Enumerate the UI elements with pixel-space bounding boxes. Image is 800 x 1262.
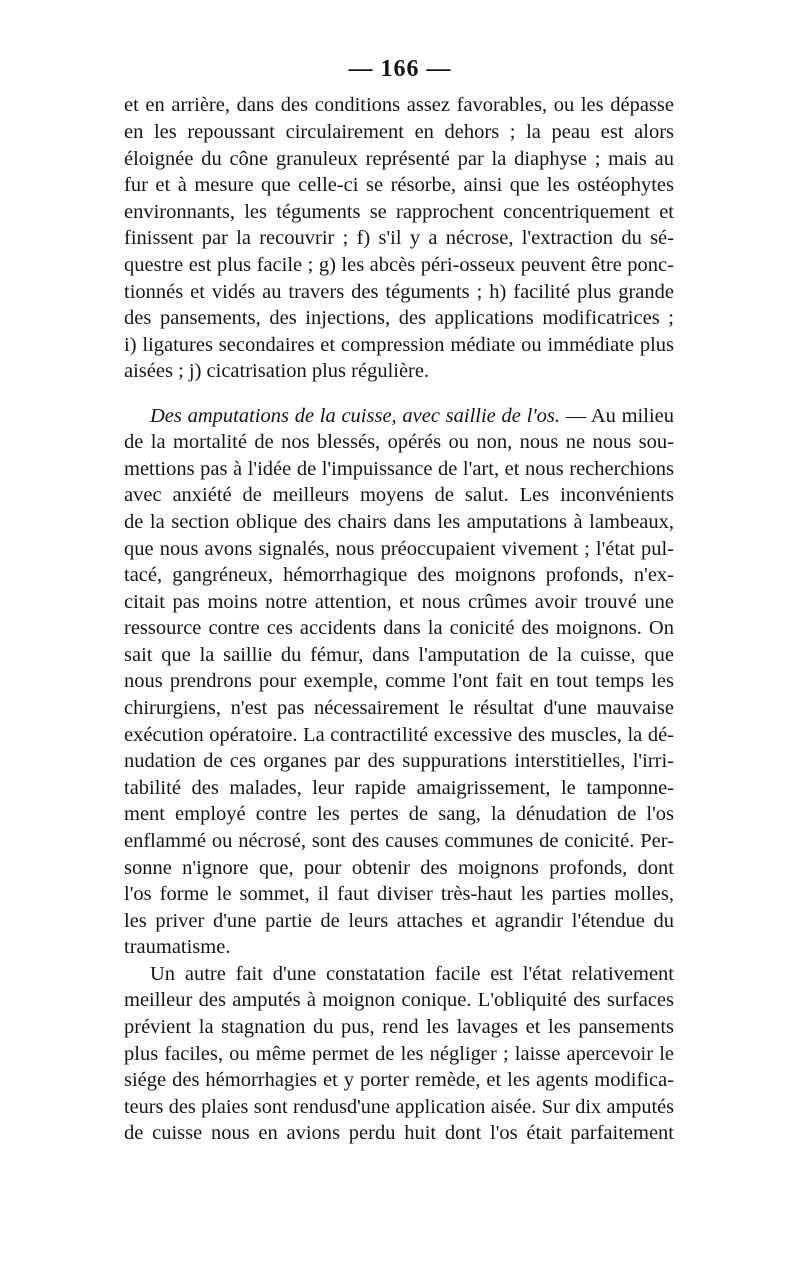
- text-line: finissent par la recouvrir ; f) s'il y a nécrose, l'extraction du sé-: [124, 227, 674, 249]
- text-line: tionnés et vidés au travers des téguments ; h) facilité plus grande: [124, 281, 674, 303]
- text-line: prévient la stagnation du pus, rend les lavages et les pansements: [124, 1016, 674, 1038]
- text-line: traumatisme.: [124, 936, 231, 958]
- text-line: et en arrière, dans des conditions assez favorables, ou les dépasse: [124, 94, 674, 116]
- text-line: ment employé contre les pertes de sang, la dénudation de l'os: [124, 803, 674, 825]
- text-line: les priver d'une partie de leurs attaches et agrandir l'étendue du: [124, 910, 674, 932]
- text-line: fur et à mesure que celle-ci se résorbe, ainsi que les ostéophytes: [124, 174, 674, 196]
- text-line: de la mortalité de nos blessés, opérés ou non, nous ne nous sou-: [124, 431, 674, 453]
- text-line-content: — Au milieu: [560, 405, 674, 427]
- text-line: [150, 403, 674, 429]
- text-line: de cuisse nous en avions perdu huit dont l'os était parfaitement: [124, 1122, 674, 1144]
- text-line: teurs des plaies sont rendusd'une application aisée. Sur dix amputés: [124, 1096, 674, 1118]
- text-line: plus faciles, ou même permet de les négliger ; laisse apercevoir le: [124, 1043, 674, 1065]
- text-line: siége des hémorrhagies et y porter remède, et les agents modifica-: [124, 1069, 674, 1091]
- text-line: aisées ; j) cicatrisation plus régulière.: [124, 360, 430, 382]
- section-heading: Des amputations de la cuisse, avec saillie de l'os.: [150, 405, 561, 427]
- text-line: tacé, gangréneux, hémorrhagique des moignons profonds, n'ex-: [124, 564, 674, 586]
- text-line: sonne n'ignore que, pour obtenir des moignons profonds, dont: [124, 857, 674, 879]
- text-line: Un autre fait d'une constatation facile est l'état relativement: [150, 963, 674, 985]
- text-line: meilleur des amputés à moignon conique. L'obliquité des surfaces: [124, 989, 674, 1011]
- text-line: des pansements, des injections, des applications modificatrices ;: [124, 307, 674, 329]
- text-line: i) ligatures secondaires et compression médiate ou immédiate plus: [124, 334, 674, 356]
- text-line: enflammé ou nécrosé, sont des causes communes de conicité. Per-: [124, 830, 674, 852]
- text-line: en les repoussant circulairement en dehors ; la peau est alors: [124, 121, 674, 143]
- text-line: exécution opératoire. La contractilité excessive des muscles, la dé-: [124, 724, 674, 746]
- text-line: nudation de ces organes par des suppurations interstitielles, l'irri-: [124, 750, 674, 772]
- text-line: mettions pas à l'idée de l'impuissance de l'art, et nous recherchions: [124, 458, 674, 480]
- text-line: tabilité des malades, leur rapide amaigrissement, le tamponne-: [124, 777, 674, 799]
- text-line: nous prendrons pour exemple, comme l'ont fait en tout temps les: [124, 670, 674, 692]
- text-line: questre est plus facile ; g) les abcès péri-osseux peuvent être ponc-: [124, 254, 674, 276]
- text-line: chirurgiens, n'est pas nécessairement le résultat d'une mauvaise: [124, 697, 674, 719]
- text-line: que nous avons signalés, nous préoccupaient vivement ; l'état pul-: [124, 538, 674, 560]
- text-line: de la section oblique des chairs dans les amputations à lambeaux,: [124, 511, 674, 533]
- text-line: environnants, les téguments se rapprochent concentriquement et: [124, 201, 674, 223]
- page-number: — 166 —: [348, 56, 452, 82]
- text-line: citait pas moins notre attention, et nous crûmes avoir trouvé une: [124, 591, 674, 613]
- text-line: avec anxiété de meilleurs moyens de salut. Les inconvénients: [124, 484, 674, 506]
- text-line: l'os forme le sommet, il faut diviser très-haut les parties molles,: [124, 883, 674, 905]
- text-line: sait que la saillie du fémur, dans l'amputation de la cuisse, que: [124, 644, 674, 666]
- text-line: éloignée du cône granuleux représenté par la diaphyse ; mais au: [124, 148, 674, 170]
- text-line: ressource contre ces accidents dans la conicité des moignons. On: [124, 617, 674, 639]
